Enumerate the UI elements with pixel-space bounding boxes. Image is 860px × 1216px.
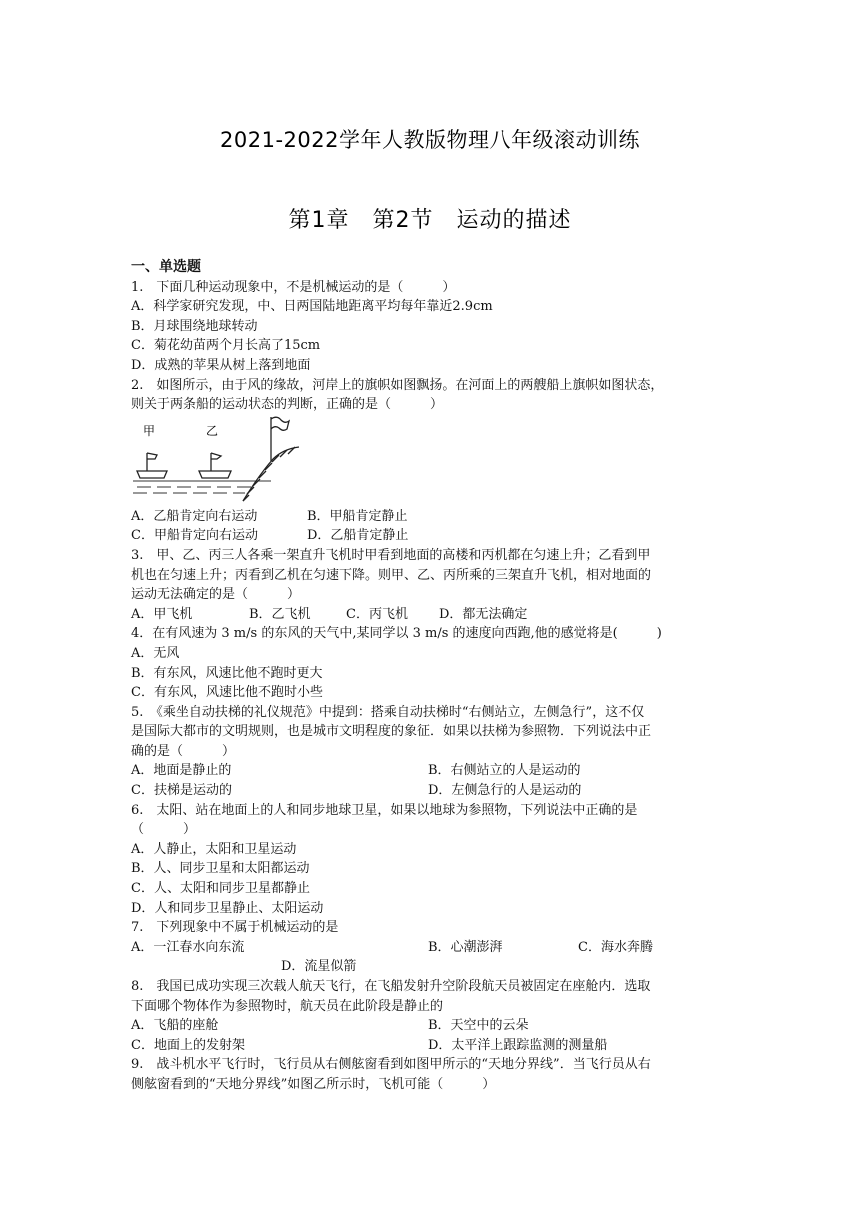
option-b: B．心潮澎湃 — [428, 939, 503, 955]
question-7 — [131, 918, 731, 977]
boat-jia-label: 甲 — [143, 423, 156, 438]
option-d: D．太平洋上跟踪监测的测量船 — [428, 1037, 608, 1053]
option-c: C．地面上的发射架 — [131, 1037, 245, 1053]
question-stem-line: （ ） — [131, 822, 197, 838]
document-title: 2021-2022学年人教版物理八年级滚动训练 — [220, 128, 640, 152]
question-stem-line: 则关于两条船的运动状态的判断，正确的是（ ） — [131, 397, 444, 413]
question-stem-line: 下面哪个物体作为参照物时，航天员在此阶段是静止的 — [131, 998, 444, 1014]
question-stem-line: 6. 太阳、站在地面上的人和同步地球卫星，如果以地球为参照物，下列说法中正确的是 — [131, 802, 638, 818]
option-c: C．扶梯是运动的 — [131, 783, 232, 799]
document-subtitle: 第1章 第2节 运动的描述 — [288, 208, 572, 233]
question-stem-line: 9. 战斗机水平飞行时，飞行员从右侧舷窗看到如图甲所示的“天地分界线”．当飞行员从右 — [131, 1057, 651, 1073]
option-b: B．乙飞机 — [249, 606, 311, 622]
question-3 — [131, 546, 731, 624]
options-row — [131, 526, 731, 546]
question-stem: 7. 下列现象中不属于机械运动的是 — [131, 920, 339, 936]
option-c: C．有东风，风速比他不跑时小些 — [131, 685, 323, 701]
option-c: C．人、太阳和同步卫星都静止 — [131, 881, 310, 897]
option-d: D．左侧急行的人是运动的 — [428, 783, 582, 799]
options-row — [131, 507, 731, 527]
question-stem-line: 机也在匀速上升；丙看到乙机在匀速下降。则甲、乙、丙所乘的三架直升飞机，相对地面的 — [131, 567, 652, 583]
river-boats-diagram — [131, 415, 331, 507]
question-5 — [131, 703, 731, 801]
option-a: A．飞船的座舱 — [131, 1018, 219, 1034]
option-d: D．乙船肯定静止 — [307, 528, 409, 544]
question-stem-line: 运动无法确定的是（ ） — [131, 587, 301, 603]
option-d: D．都无法确定 — [439, 606, 528, 622]
question-8 — [131, 977, 731, 1055]
option-c: C．海水奔腾 — [578, 939, 653, 955]
option-a: A．无风 — [131, 645, 180, 661]
option-a: A．科学家研究发现，中、日两国陆地距离平均每年靠近2.9cm — [131, 299, 493, 315]
option-d: D．流星似箭 — [281, 959, 357, 975]
boat-jia — [137, 453, 167, 478]
option-a: A．地面是静止的 — [131, 763, 232, 779]
option-a: A．乙船肯定向右运动 — [131, 508, 258, 524]
boat-yi — [199, 453, 231, 478]
option-a: A．人静止，太阳和卫星运动 — [131, 841, 297, 857]
option-b: B．甲船肯定静止 — [307, 508, 408, 524]
options-row — [131, 1016, 731, 1036]
option-b: B．右侧站立的人是运动的 — [428, 763, 581, 779]
option-b: B．天空中的云朵 — [428, 1018, 529, 1034]
question-stem-line: 5. 《乘坐自动扶梯的礼仪规范》中提到：搭乘自动扶梯时“右侧站立，左侧急行”，这不仅 — [131, 704, 645, 720]
option-d: D．人和同步卫星静止、太阳运动 — [131, 900, 324, 916]
question-stem-line: 确的是（ ） — [131, 743, 236, 759]
question-stem-line: 8. 我国已成功实现三次载人航天飞行，在飞船发射升空阶段航天员被固定在座舱内．选取 — [131, 979, 651, 994]
option-d: D．成熟的苹果从树上落到地面 — [131, 357, 311, 373]
question-2 — [131, 376, 731, 546]
options-row — [131, 781, 731, 801]
question-list — [131, 258, 731, 1095]
boat-yi-label: 乙 — [206, 423, 219, 438]
boats-flags-figure — [131, 415, 731, 507]
question-6 — [131, 801, 731, 919]
option-b: B．有东风，风速比他不跑时更大 — [131, 665, 323, 681]
question-stem: 4．在有风速为 3 m/s 的东风的天气中,某同学以 3 m/s 的速度向西跑,他的感觉将是( ) — [131, 626, 662, 642]
option-b: B．月球围绕地球转动 — [131, 318, 258, 334]
question-stem-line: 2. 如图所示，由于风的缘故，河岸上的旗帜如图飘扬。在河面上的两艘船上旗帜如图状态， — [131, 377, 664, 393]
options-row — [131, 761, 731, 781]
option-c: C．菊花幼苗两个月长高了15cm — [131, 338, 321, 354]
option-a: A．一江春水向东流 — [131, 939, 245, 955]
option-c: C．丙飞机 — [346, 606, 408, 622]
question-stem-line: 侧舷窗看到的“天地分界线”如图乙所示时，飞机可能（ ） — [131, 1076, 496, 1092]
options-row — [131, 1036, 731, 1056]
options-row — [131, 605, 731, 625]
question-9 — [131, 1055, 731, 1094]
option-a: A．甲飞机 — [131, 606, 193, 622]
option-b: B．人、同步卫星和太阳都运动 — [131, 861, 310, 877]
question-stem: 1. 下面几种运动现象中，不是机械运动的是（ ） — [131, 279, 456, 295]
question-stem-line: 3. 甲、乙、丙三人各乘一架直升飞机时甲看到地面的高楼和丙机都在匀速上升；乙看到甲 — [131, 547, 651, 563]
section-heading: 一、单选题 — [131, 259, 201, 275]
river-bank — [243, 417, 299, 501]
question-1 — [131, 278, 731, 376]
option-c: C．甲船肯定向右运动 — [131, 528, 258, 544]
question-stem-line: 是国际大都市的文明规则，也是城市文明程度的象征．如果以扶梯为参照物．下列说法中正 — [131, 724, 652, 740]
question-4 — [131, 624, 731, 702]
options-row — [131, 938, 731, 958]
